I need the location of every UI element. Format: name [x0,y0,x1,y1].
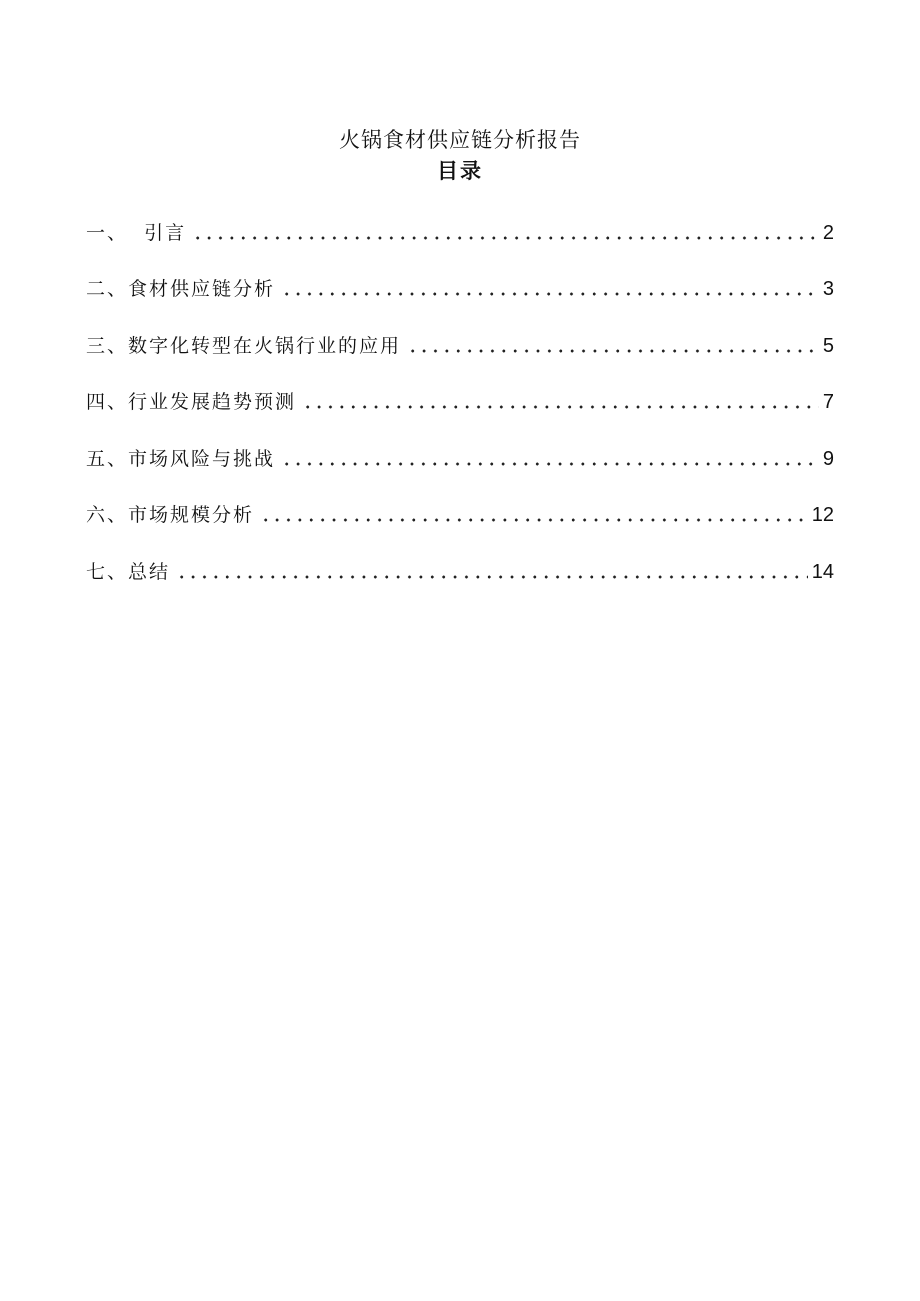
toc-page-number: 3 [822,278,834,300]
toc-entry-label: 三、数字化转型在火锅行业的应用 [86,334,402,357]
toc-page-number: 2 [822,221,834,244]
toc-page-number: 12 [811,504,834,526]
toc-entry-supply-chain-analysis[interactable] [86,271,834,328]
toc-entry-label: 二、食材供应链分析 [86,278,276,300]
toc-page-number: 5 [822,334,834,357]
toc-entry-label: 一、 引言 [86,221,187,244]
toc-entry-label: 五、市场风险与挑战 [86,447,276,470]
toc-page-number: 14 [811,560,834,583]
toc-dot-leader [192,235,819,241]
toc-dot-leader [260,517,808,523]
toc-entry-industry-trends[interactable] [86,384,834,441]
toc-entry-label: 六、市场规模分析 [86,504,255,526]
table-of-contents [86,214,834,610]
toc-dot-leader [281,291,819,297]
toc-dot-leader [281,461,819,467]
toc-page-number: 9 [822,447,834,470]
toc-entry-introduction[interactable] [86,214,834,271]
toc-entry-summary[interactable] [86,553,834,610]
document-title: 火锅食材供应链分析报告 [339,128,581,152]
toc-page-number: 7 [822,391,834,413]
toc-entry-market-risks[interactable] [86,440,834,497]
toc-entry-digital-transformation[interactable] [86,327,834,384]
toc-entry-label: 四、行业发展趋势预测 [86,391,297,413]
toc-dot-leader [176,574,808,580]
toc-heading: 目录 [437,159,483,183]
toc-entry-label: 七、总结 [86,560,171,583]
toc-entry-market-size[interactable] [86,497,834,554]
toc-dot-leader [407,348,819,354]
toc-dot-leader [302,404,819,410]
